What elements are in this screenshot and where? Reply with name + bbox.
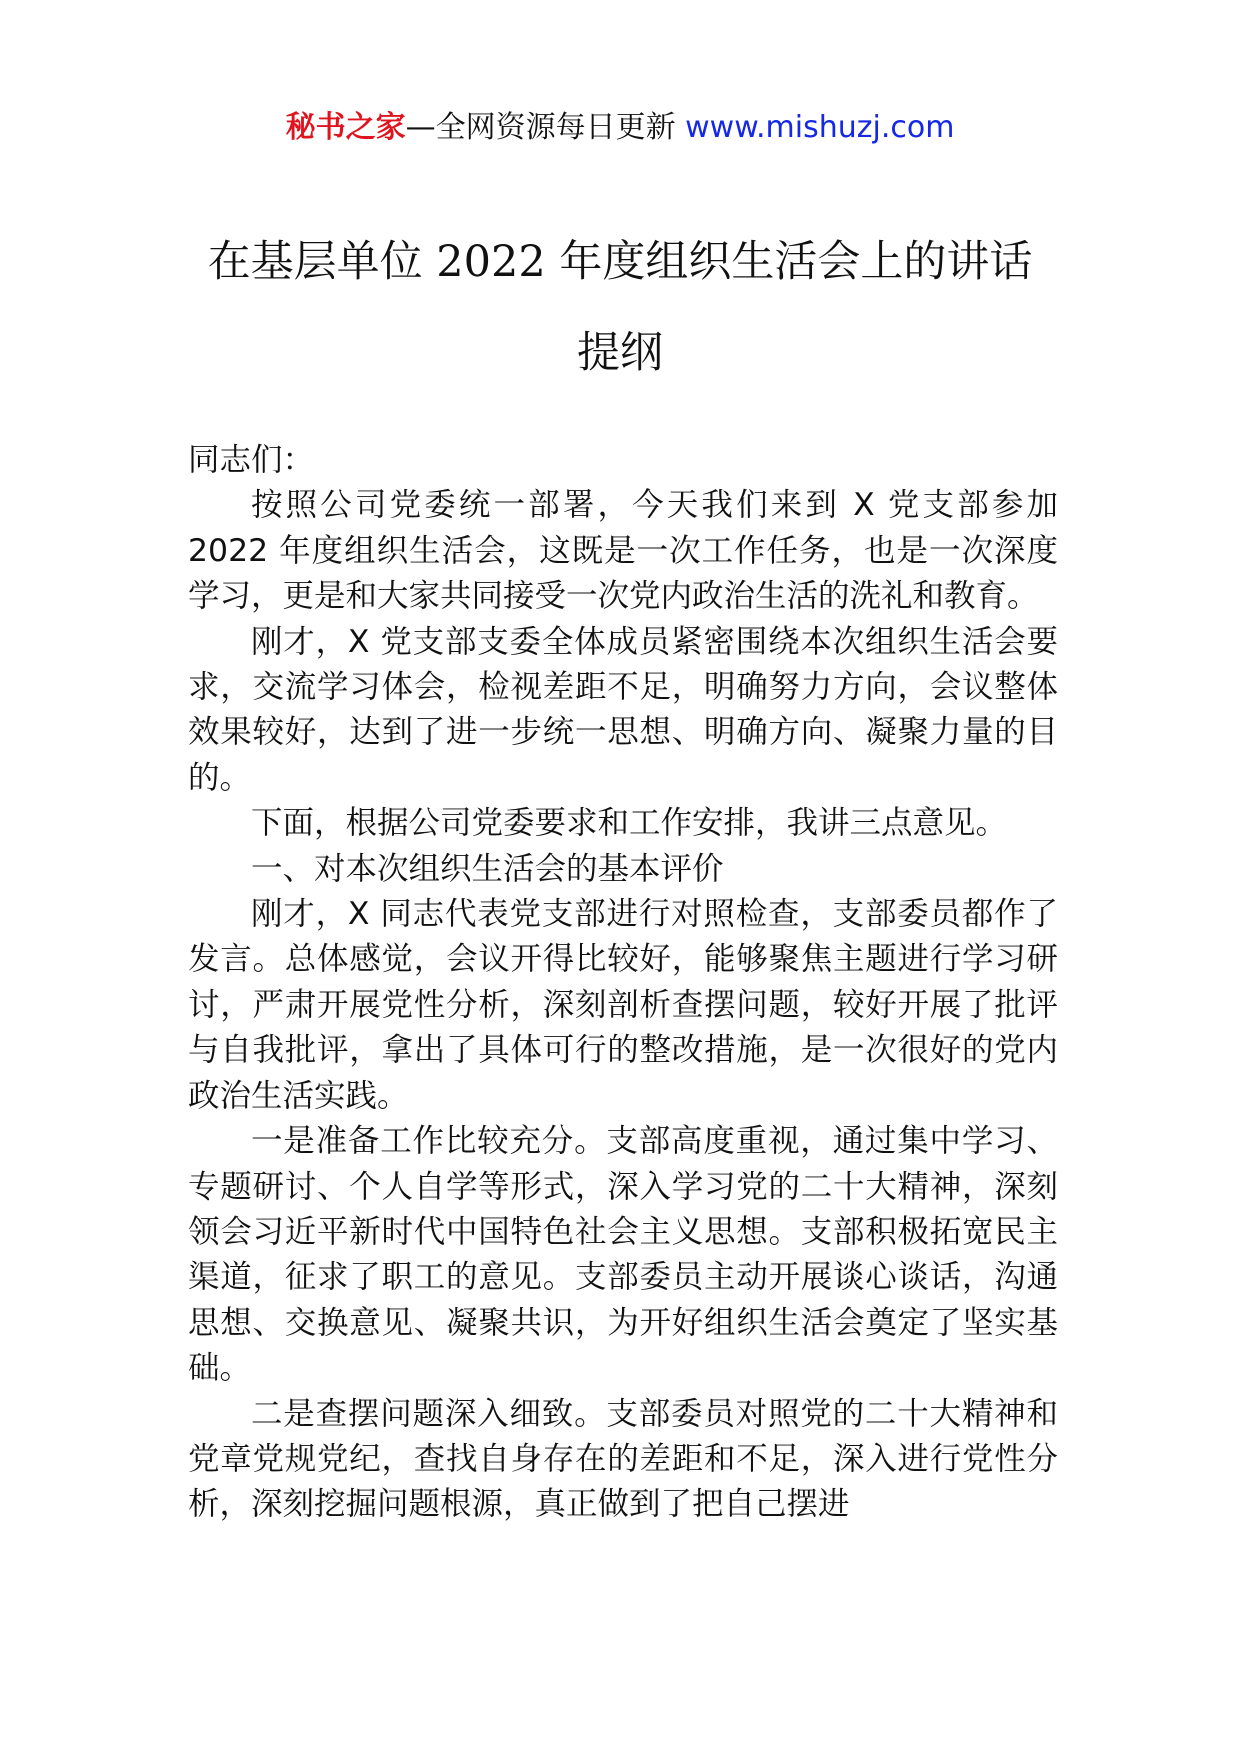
section-heading: 一、对本次组织生活会的基本评价 <box>251 850 724 887</box>
paragraph: 按照公司党委统一部署，今天我们来到 X 党支部参加 2022 年度组织生活会，这既是一次工作任务，也是一次深度学习，更是和大家共同接受一次党内政治生活的洗礼和教育。 <box>188 487 1058 615</box>
site-header <box>0 103 1240 153</box>
paragraph: 刚才，X 党支部支委全体成员紧密围绕本次组织生活会要求，交流学习体会，检视差距不足，明确努力方向，会议整体效果较好，达到了进一步统一思想、明确方向、凝聚力量的目的。 <box>188 623 1058 796</box>
document-title-line1: 在基层单位 2022 年度组织生活会上的讲话 <box>207 237 1033 287</box>
document-title-line2: 提纲 <box>577 328 663 378</box>
site-url-link[interactable]: www.mishuzj.com <box>685 110 955 145</box>
paragraph: 下面，根据公司党委要求和工作安排，我讲三点意见。 <box>251 805 1008 842</box>
site-brand: 秘书之家 <box>285 110 406 145</box>
paragraph: 刚才，X 同志代表党支部进行对照检查，支部委员都作了发言。总体感觉，会议开得比较好，能够聚焦主题进行学习研讨，严肃开展党性分析，深刻剖析查摆问题，较好开展了批评与自我批评，拿出了具体可行的整改措施，是一次很好的党内政治生活实践。 <box>188 896 1058 1114</box>
salutation: 同志们： <box>188 442 315 478</box>
document-body <box>188 438 1058 1528</box>
site-slogan: —全网资源每日更新 <box>405 110 686 145</box>
paragraph: 二是查摆问题深入细致。支部委员对照党的二十大精神和党章党规党纪，查找自身存在的差距和不足，深入进行党性分析，深刻挖掘问题根源，真正做到了把自己摆进 <box>188 1395 1058 1523</box>
paragraph: 一是准备工作比较充分。支部高度重视，通过集中学习、专题研讨、个人自学等形式，深入学习党的二十大精神，深刻领会习近平新时代中国特色社会主义思想。支部积极拓宽民主渠道，征求了职工的意见。支部委员主动开展谈心谈话，沟通思想、交换意见、凝聚共识，为开好组织生活会奠定了坚实基础。 <box>188 1123 1058 1387</box>
